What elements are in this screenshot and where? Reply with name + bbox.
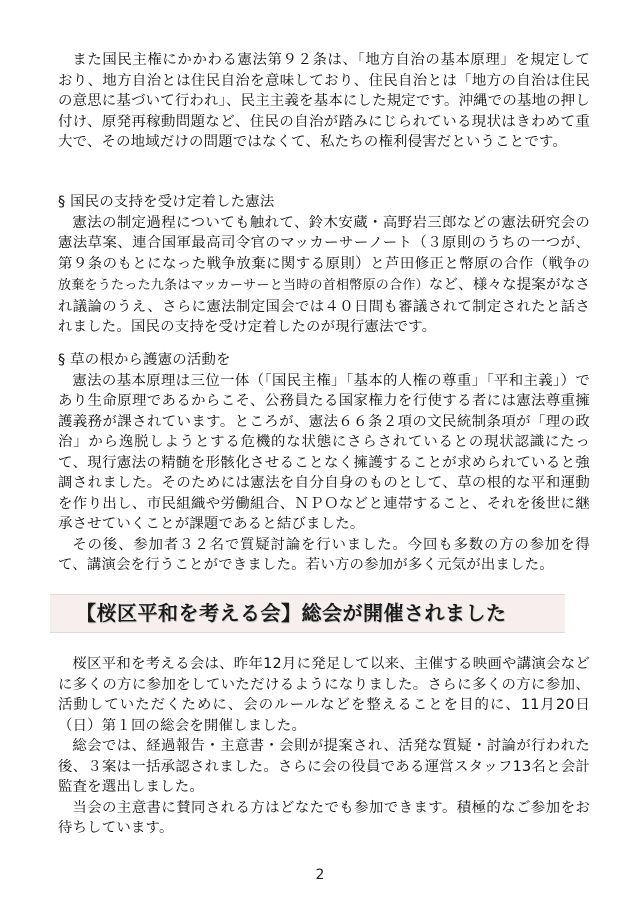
page-number: 2 — [315, 867, 325, 883]
grassroots-section — [58, 350, 590, 576]
intro-paragraph: また国民主権にかかわる憲法第９２条は、「地方自治の基本原理」を規定しており、地方自治とは住民自治を意味しており、住民自治とは「地方の自治は住民の意思に基づいて行われ」、民主主義を基本にした規定です。沖縄での基地の押し付け、原発再稼動問題など、住民の自治が踏みにじられている現状はきわめて重大で、その地域だけの問題ではなくて、私たちの権利侵害だということです。 — [58, 52, 590, 150]
support-paragraph — [58, 213, 590, 338]
meeting-paragraph-1: 桜区平和を考える会は、昨年12月に発足して以来、主催する映画や講演会などに多くの方に参加をしていただけるようになりました。さらに多くの方に参加、活動していただくために、会のルールなどを整えることを目的に、11月20日（日）第１回の総会を開催しました。 — [58, 656, 590, 734]
section-heading-support: § 国民の支持を受け定着した憲法 — [58, 194, 275, 210]
article-banner-title: 【桜区平和を考える会】総会が開催されました — [76, 601, 507, 625]
support-paragraph-part2: など、様々な提案がなされ議論のうえ、さらに憲法制定国会では４０日間も審議されて制定されたと話されました。国民の支持を受け定着したのが現行憲法です。 — [58, 277, 590, 335]
grassroots-paragraph-2: その後、参加者３２名で質疑討論を行いました。今回も多数の方の参加を得て、講演会を行うことができました。若い方の参加が多く元気が出ました。 — [58, 536, 590, 573]
grassroots-paragraph-1: 憲法の基本原理は三位一体（「国民主権」「基本的人権の尊重」「平和主義」）であり生命原理であるからこそ、公務員たる国家権力を行使する者には憲法尊重擁護義務が課されています。ところが、憲法６６条２項の文民統制条項が「理の政治」から逸脱しようとする危機的な状態にさらされているとの現状認識にたって、現行憲法の精髄を形骸化させることなく擁護することが求められていると強調されました。そのためには憲法を自分自身のものとして、草の根的な平和運動を作り出し、市民組織や労働組合、ＮＰＯなどと連帯すること、それを後世に継承させていくことが課題であると結びました。 — [58, 372, 590, 532]
support-paragraph-part1: 憲法の制定過程についても触れて、鈴木安蔵・高野岩三郎などの憲法研究会の憲法草案、連合国軍最高司令官のマッカーサーノート（３原則のうちの一つが、第９条のもとになった戦争放棄に関する原則）と芦田修正と幣原の合作（戦 — [58, 214, 590, 272]
meeting-paragraph-2: 総会では、経過報告・主意書・会則が提案され、活発な質疑・討論が行われた後、３案は一括承認されました。さらに会の役員である運営スタッフ13名と会計監査を選出しました。 — [58, 738, 590, 795]
general-meeting-section — [58, 654, 590, 839]
constitution-support-section — [58, 192, 590, 338]
section-heading-grassroots: § 草の根から護憲の活動を — [58, 352, 231, 368]
intro-section — [58, 50, 590, 153]
meeting-paragraph-3: 当会の主意書に賛同される方はどなたでも参加できます。積極的なご参加をお待ちしています。 — [58, 799, 590, 836]
support-paragraph-small-note: 争の放棄をうたった九条はマッカーサーと当時の首相幣原の合作） — [58, 256, 590, 293]
